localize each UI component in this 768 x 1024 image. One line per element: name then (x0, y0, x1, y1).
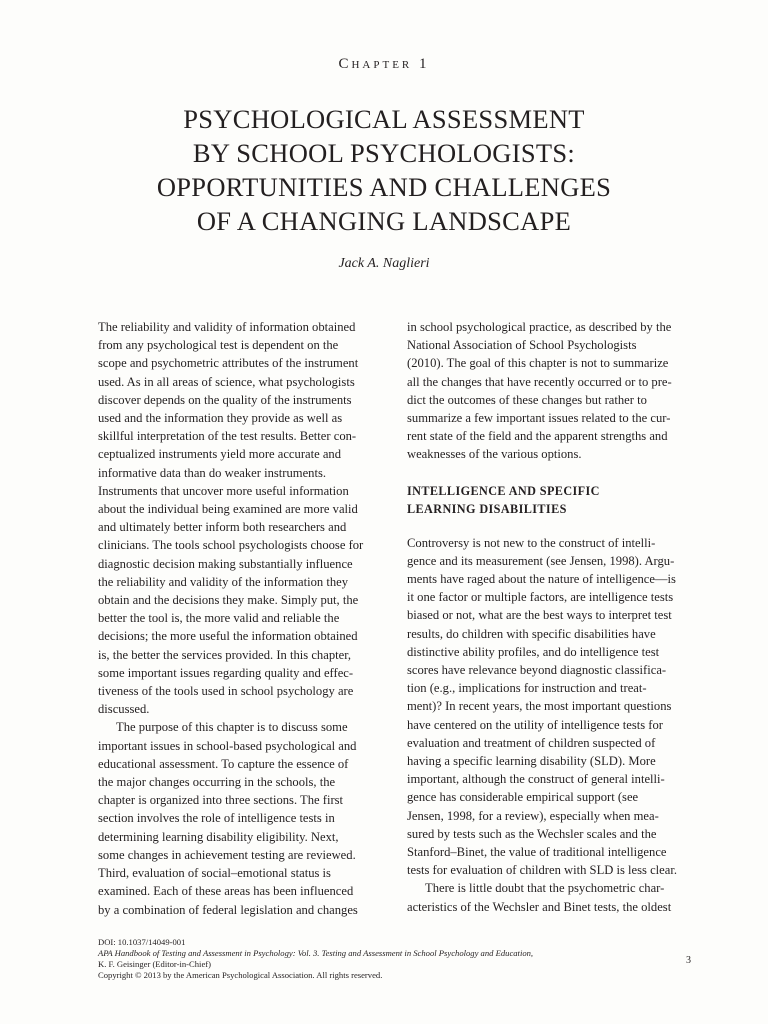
text-line: ceptualized instruments yield more accurate and (98, 447, 342, 462)
text-line: in school psychological practice, as described by the (407, 320, 672, 334)
text-line: by a combination of federal legislation and changes (98, 902, 358, 917)
psychometric-paragraph (407, 879, 693, 915)
text-line: The reliability and validity of information obtained (98, 320, 356, 334)
text-line: informative data than do weaker instruments. (98, 465, 327, 480)
text-line: The purpose of this chapter is to discuss some (116, 720, 348, 735)
handbook-citation: APA Handbook of Testing and Assessment in Psychology: Vol. 3. Testing and Assessment in School Psychology and Education, (98, 948, 534, 958)
text-line: weaknesses of the various options. (407, 447, 582, 462)
text-line: tion (e.g., implications for instruction and treat- (407, 681, 647, 696)
text-line: educational assessment. To capture the essence of (98, 756, 349, 771)
text-line: evaluation and treatment of children suspected of (407, 735, 656, 750)
text-line: acteristics of the Wechsler and Binet tests, the oldest (407, 899, 672, 914)
text-line: summarize a few important issues related to the cur- (407, 411, 671, 426)
text-line: Instruments that uncover more useful information (98, 483, 349, 498)
text-line: chapter is organized into three sections. The first (98, 793, 344, 808)
text-line: used. As in all areas of science, what psychologists (98, 374, 355, 389)
footer-notes (98, 937, 658, 981)
title-line: OPPORTUNITIES AND CHALLENGES (156, 172, 612, 202)
text-line: important issues in school-based psychological and (98, 738, 357, 753)
text-line: biased or not, what are the best ways to interpret test (407, 608, 672, 623)
intro-paragraph (98, 318, 384, 718)
text-line: scope and psychometric attributes of the instrument (98, 356, 359, 371)
text-line: examined. Each of these areas has been influenced (98, 884, 354, 899)
text-line: obtain and the decisions they make. Simply put, the (98, 593, 359, 608)
page-number: 3 (686, 955, 691, 966)
text-line: National Association of School Psychologists (407, 338, 637, 353)
text-line: from any psychological test is dependent on the (98, 338, 339, 353)
text-line: Third, evaluation of social–emotional status is (98, 866, 331, 881)
text-line: (2010). The goal of this chapter is not to summarize (407, 356, 669, 371)
text-line: tiveness of the tools used in school psychology are (98, 684, 354, 699)
text-line: distinctive ability profiles, and do intelligence test (407, 644, 660, 659)
text-line: some changes in achievement testing are reviewed. (98, 847, 356, 862)
text-line: used and the information they provide as well as (98, 411, 343, 426)
chapter-label: Chapter 1 (338, 56, 430, 72)
text-line: all the changes that have recently occurred or to pre- (407, 374, 672, 389)
text-line: rent state of the field and the apparent strengths and (407, 429, 668, 444)
controversy-paragraph (407, 534, 693, 880)
text-line: some important issues regarding quality and effec- (98, 665, 354, 680)
text-line: clinicians. The tools school psychologists choose for (98, 538, 364, 553)
text-line: gence and its measurement (see Jensen, 1998). Argu- (407, 553, 675, 568)
text-line: Jensen, 1998, for a review), especially when mea- (407, 808, 659, 823)
title-line: OF A CHANGING LANDSCAPE (196, 206, 572, 236)
text-line: skillful interpretation of the test results. Better con- (98, 429, 357, 444)
continued-paragraph (407, 318, 693, 464)
left-column (98, 318, 384, 919)
text-line: decisions; the more useful the information obtained (98, 629, 358, 644)
text-line: discussed. (98, 702, 150, 717)
title-line: BY SCHOOL PSYCHOLOGISTS: (192, 138, 576, 168)
text-line: Controversy is not new to the construct of intelli- (407, 535, 656, 550)
text-line: LEARNING DISABILITIES (407, 501, 567, 516)
text-line: about the individual being examined are more valid (98, 502, 358, 517)
text-line: determining learning disability eligibility. Next, (98, 829, 339, 844)
right-column (407, 318, 693, 916)
chapter-title (100, 102, 668, 238)
text-line: tests for evaluation of children with SLD is less clear. (407, 863, 678, 878)
title-line: PSYCHOLOGICAL ASSESSMENT (183, 104, 585, 134)
text-line: it one factor or multiple factors, are intelligence tests (407, 590, 674, 605)
text-line: scores have relevance beyond diagnostic classifica- (407, 663, 667, 678)
text-line: important, although the construct of general intelli- (407, 772, 665, 787)
text-line: INTELLIGENCE AND SPECIFIC (407, 483, 600, 498)
text-line: sured by tests such as the Wechsler scales and the (407, 826, 657, 841)
text-line: ments have raged about the nature of intelligence—is (407, 572, 676, 587)
doi-text: DOI: 10.1037/14049-001 (98, 937, 186, 947)
text-line: and ultimately better inform both researchers and (98, 520, 347, 535)
text-line: discover depends on the quality of the instruments (98, 392, 352, 407)
editor-credit: K. F. Geisinger (Editor-in-Chief) (98, 959, 211, 969)
text-line: There is little doubt that the psychometric char- (425, 881, 665, 896)
text-line: the major changes occurring in the schools, the (98, 775, 336, 790)
text-line: section involves the role of intelligence tests in (98, 811, 335, 826)
text-line: having a specific learning disability (SLD). More (407, 754, 656, 769)
text-line: dict the outcomes of these changes but rather to (407, 392, 647, 407)
author-name: Jack A. Naglieri (338, 256, 430, 271)
text-line: gence has considerable empirical support (see (407, 790, 639, 805)
copyright-notice: Copyright © 2013 by the American Psychological Association. All rights reserved. (98, 970, 383, 980)
text-line: have centered on the utility of intelligence tests for (407, 717, 663, 732)
text-line: Stanford–Binet, the value of traditional intelligence (407, 845, 667, 860)
purpose-paragraph (98, 718, 384, 918)
text-line: the reliability and validity of the information they (98, 574, 349, 589)
text-line: better the tool is, the more valid and reliable the (98, 611, 340, 626)
text-line: results, do children with specific disabilities have (407, 626, 656, 641)
section-heading (407, 482, 693, 518)
text-line: diagnostic decision making substantially influence (98, 556, 353, 571)
text-line: ment)? In recent years, the most important questions (407, 699, 672, 714)
text-line: is, the better the services provided. In this chapter, (98, 647, 352, 662)
